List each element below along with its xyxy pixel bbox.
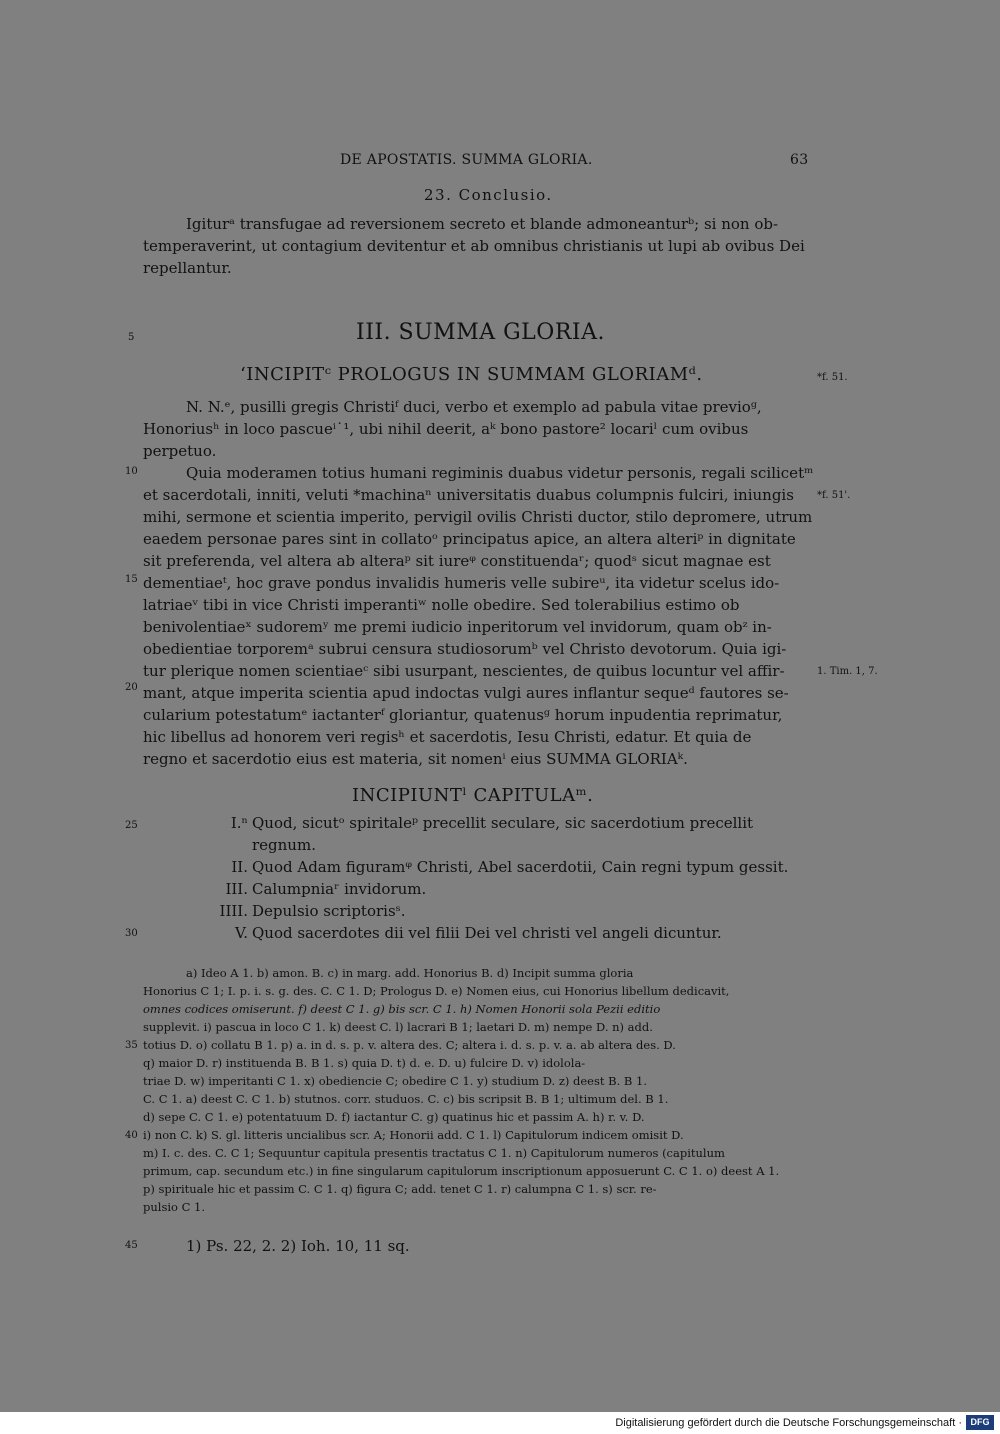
footer-text: Digitalisierung gefördert durch die Deutsche Forschungsgemeinschaft · (615, 1417, 962, 1429)
text-line: temperaverint, ut contagium devitentur et ab omnibus christianis ut lupi ab ovibus Dei (143, 237, 805, 255)
text-line: repellantur. (143, 259, 232, 277)
footnote-line: Honorius C 1; I. p. i. s. g. des. C. C 1. D; Prologus D. e) Nomen eius, cui Honorius libellum dedicavit, (143, 984, 730, 998)
capitulum-text: Quod, sicutᵒ spiritaleᵖ precellit seculare, sic sacerdotium precellit (252, 814, 754, 832)
text-line: Honoriusʰ in loco pascueⁱ˙¹, ubi nihil deerit, aᵏ bono pastore² locariˡ cum ovibus (143, 420, 749, 438)
text-line: N. N.ᵉ, pusilli gregis Christiᶠ duci, verbo et exemplo ad pabula vitae previoᵍ, (186, 398, 762, 416)
text-line: regno et sacerdotio eius est materia, sit nomenⁱ eius SUMMA GLORIAᵏ. (143, 750, 688, 768)
footnote-line: pulsio C 1. (143, 1200, 206, 1214)
footnote-line: m) I. c. des. C. C 1; Sequuntur capitula presentis tractatus C 1. n) Capitulorum numeros (capitulum (143, 1146, 725, 1160)
capitulum-number: III. (225, 880, 248, 898)
capitula-title: INCIPIUNTˡ CAPITULAᵐ. (352, 785, 594, 806)
line-number: 30 (125, 928, 138, 939)
line-number: 5 (128, 332, 135, 343)
text-line: mant, atque imperita scientia apud indoctas vulgi aures inflantur sequeᵈ fautores se- (143, 684, 789, 702)
margin-note: *f. 51'. (817, 490, 851, 501)
capitulum-number: II. (231, 858, 248, 876)
text-line: perpetuo. (143, 442, 217, 460)
text-line: dementiaeᵗ, hoc grave pondus invalidis humeris velle subireᵘ, ita videtur scelus ido- (143, 574, 780, 592)
footnote-line: supplevit. i) pascua in loco C 1. k) deest C. l) lacrari B 1; laetari D. m) nempe D. n) add. (143, 1020, 653, 1034)
text-line: obedientiae torporemᵃ subrui censura studiosorumᵇ vel Christo devotorum. Quia igi- (143, 640, 787, 658)
text-line: cularium potestatumᵉ iactanterᶠ gloriantur, quatenusᵍ horum inpudentia reprimatur, (143, 706, 783, 724)
footnote-line: omnes codices omiserunt. f) deest C 1. g) bis scr. C 1. h) Nomen Honorii sola Pezii editio (143, 1002, 661, 1016)
text-line: latriaeᵛ tibi in vice Christi imperantiʷ nolle obedire. Sed tolerabilius estimo ob (143, 596, 740, 614)
page-number: 63 (790, 152, 809, 168)
line-number: 10 (125, 466, 138, 477)
line-number: 25 (125, 820, 138, 831)
footnote-line: d) sepe C. C 1. e) potentatuum D. f) iactantur C. g) quatinus hic et passim A. h) r. v. D. (143, 1110, 645, 1124)
text-line: tur plerique nomen scientiaeᶜ sibi usurpant, nescientes, de quibus locuntur vel affir- (143, 662, 785, 680)
text-line: hic libellus ad honorem veri regisʰ et sacerdotis, Iesu Christi, edatur. Et quia de (143, 728, 752, 746)
line-number: 45 (125, 1240, 138, 1251)
text-line: mihi, sermone et scientia imperito, pervigil ovilis Christi ductor, stilo depromere, utrum (143, 508, 813, 526)
line-number: 40 (125, 1130, 138, 1141)
line-number: 20 (125, 682, 138, 693)
footnote-line: a) Ideo A 1. b) amon. B. c) in marg. add. Honorius B. d) Incipit summa gloria (186, 966, 634, 980)
text-line: eaedem personae pares sint in collatoᵒ principatus apice, an altera alteriᵖ in dignitate (143, 530, 796, 548)
text-line: sit preferenda, vel altera ab alteraᵖ sit iureᵠ constituendaʳ; quodˢ sicut magnae est (143, 552, 771, 570)
prologue-title: ‘INCIPITᶜ PROLOGUS IN SUMMAM GLORIAMᵈ. (240, 364, 703, 385)
footnote-line: triae D. w) imperitanti C 1. x) obediencie C; obedire C 1. y) studium D. z) deest B. B 1. (143, 1074, 648, 1088)
capitulum-number: I.ⁿ (230, 814, 248, 832)
capitulum-number: IIII. (219, 902, 248, 920)
capitulum-text: Depulsio scriptorisˢ. (252, 902, 406, 920)
source-notes: 1) Ps. 22, 2. 2) Ioh. 10, 11 sq. (186, 1237, 410, 1255)
text-line: Quia moderamen totius humani regiminis duabus videtur personis, regali scilicetᵐ (186, 464, 814, 482)
digitization-footer (0, 1412, 1000, 1434)
capitulum-number: V. (235, 924, 248, 942)
footnote-line: i) non C. k) S. gl. litteris uncialibus scr. A; Honorii add. C 1. l) Capitulorum indicem omisit D. (143, 1128, 684, 1142)
line-number: 35 (125, 1040, 138, 1051)
section-heading: 23. Conclusio. (424, 186, 553, 204)
footnote-line: primum, cap. secundum etc.) in fine singularum capitulorum inscriptionum apposuerunt C. C 1. o) deest A 1. (143, 1164, 780, 1178)
margin-note: 1. Tim. 1, 7. (817, 666, 878, 677)
footnote-line: totius D. o) collatu B 1. p) a. in d. s. p. v. altera des. C; altera i. d. s. p. v. a. ab altera des. D. (143, 1038, 676, 1052)
dfg-logo-icon: DFG (966, 1415, 994, 1430)
footnote-line: q) maior D. r) instituenda B. B 1. s) quia D. t) d. e. D. u) fulcire D. v) idolola- (143, 1056, 586, 1070)
capitulum-text: Quod sacerdotes dii vel filii Dei vel christi vel angeli dicuntur. (252, 924, 722, 942)
capitulum-text: regnum. (252, 836, 316, 854)
capitulum-text: Quod Adam figuramᵠ Christi, Abel sacerdotii, Cain regni typum gessit. (252, 858, 789, 876)
footnote-line: p) spirituale hic et passim C. C 1. q) figura C; add. tenet C 1. r) calumpna C 1. s) scr. re- (143, 1182, 657, 1196)
text-line: Igiturᵃ transfugae ad reversionem secreto et blande admoneanturᵇ; si non ob- (186, 215, 779, 233)
margin-note: *f. 51. (817, 372, 848, 383)
capitulum-text: Calumpniaʳ invidorum. (252, 880, 427, 898)
text-line: benivolentiaeˣ sudoremʸ me premi iudicio inperitorum vel invidorum, quam obᶻ in- (143, 618, 772, 636)
footnote-line: C. C 1. a) deest C. C 1. b) stutnos. corr. studuos. C. c) bis scripsit B. B 1; ultimum del. B 1. (143, 1092, 669, 1106)
text-line: et sacerdotali, inniti, veluti *machinaⁿ universitatis duabus columpnis fulciri, iniungis (143, 486, 794, 504)
main-title: III. SUMMA GLORIA. (356, 320, 605, 345)
line-number: 15 (125, 574, 138, 585)
running-head: DE APOSTATIS. SUMMA GLORIA. (340, 152, 593, 168)
